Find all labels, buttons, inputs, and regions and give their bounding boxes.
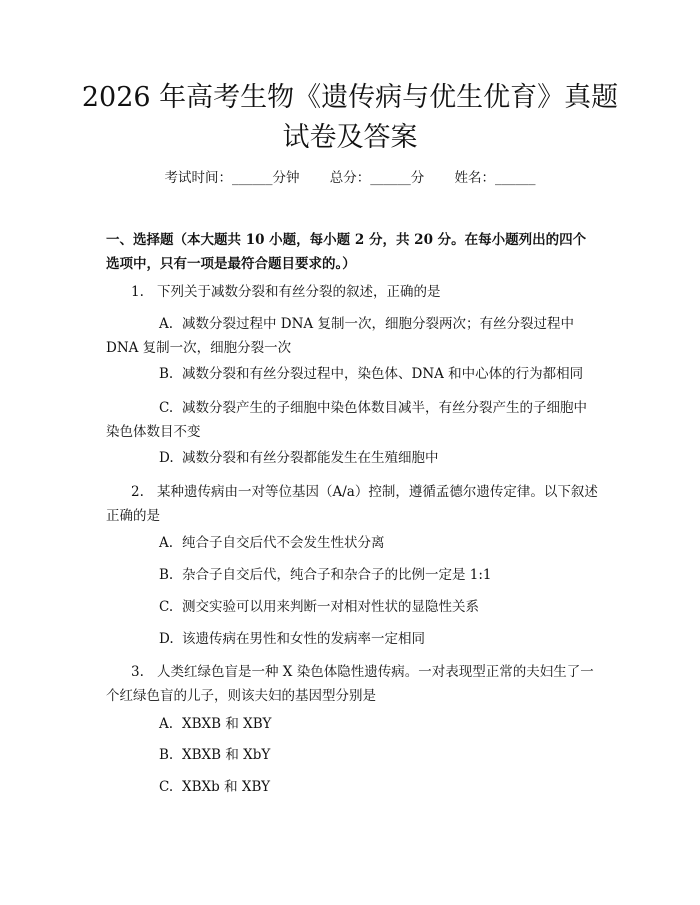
title-line-1: 2026 年高考生物《遗传病与优生优育》真题 xyxy=(81,82,619,113)
question-1 xyxy=(106,280,600,304)
exam-time-blank: ______ xyxy=(231,170,273,186)
option-text: XBXb 和 XBY xyxy=(182,779,271,795)
option-letter: A. xyxy=(159,316,174,332)
option-letter: D. xyxy=(159,450,174,466)
total-score-blank: ______ xyxy=(370,170,411,186)
option-letter: C. xyxy=(159,779,174,795)
option-letter: A. xyxy=(159,716,174,732)
option-text: 杂合子自交后代，纯合子和杂合子的比例一定是 1:1 xyxy=(182,567,492,583)
question-1-option-c xyxy=(106,396,600,444)
exam-meta xyxy=(0,168,700,188)
option-text: 纯合子自交后代不会发生性状分离 xyxy=(182,535,385,551)
title-line-2: 试卷及答案 xyxy=(282,122,418,153)
student-name-blank: ______ xyxy=(495,170,536,186)
option-text: 减数分裂过程中 DNA 复制一次，细胞分裂两次；有丝分裂过程中 DNA 复制一次，细胞分裂一次 xyxy=(106,316,574,356)
question-3-option-b xyxy=(106,743,600,767)
option-text: 减数分裂产生的子细胞中染色体数目减半，有丝分裂产生的子细胞中染色体数目不变 xyxy=(106,400,587,440)
total-score-label: 总分： xyxy=(329,170,371,186)
question-number: 1. xyxy=(131,284,144,300)
question-2-option-b xyxy=(106,563,600,587)
option-text: 该遗传病在男性和女性的发病率一定相同 xyxy=(182,631,425,647)
option-text: XBXB 和 XBY xyxy=(182,716,272,732)
question-text: 人类红绿色盲是一种 X 染色体隐性遗传病。一对表现型正常的夫妇生了一个红绿色盲的儿子，则该夫妇的基因型分别是 xyxy=(106,664,594,704)
question-3-option-c xyxy=(106,775,600,799)
question-2-option-a xyxy=(106,531,600,555)
total-score xyxy=(330,168,425,188)
option-letter: B. xyxy=(159,747,174,763)
option-letter: B. xyxy=(159,366,174,382)
question-1-option-b xyxy=(106,362,600,386)
option-letter: C. xyxy=(159,400,174,416)
option-letter: B. xyxy=(159,567,174,583)
question-1-option-d xyxy=(106,446,600,470)
student-name xyxy=(455,168,536,188)
option-text: 测交实验可以用来判断一对相对性状的显隐性关系 xyxy=(182,599,479,615)
total-score-unit: 分 xyxy=(410,170,425,186)
question-2 xyxy=(106,480,600,528)
option-text: 减数分裂和有丝分裂过程中，染色体、DNA 和中心体的行为都相同 xyxy=(182,366,584,382)
section-heading: 一、选择题（本大题共 10 小题，每小题 2 分，共 20 分。在每小题列出的四个选项中，只有一项是最符合题目要求的。） xyxy=(106,232,587,272)
question-2-option-d xyxy=(106,627,600,651)
question-3 xyxy=(106,660,600,708)
option-letter: A. xyxy=(159,535,174,551)
exam-time-unit: 分钟 xyxy=(272,170,300,186)
question-number: 3. xyxy=(131,664,144,680)
question-3-option-a xyxy=(106,712,600,736)
exam-time xyxy=(164,168,299,188)
question-text: 下列关于减数分裂和有丝分裂的叙述，正确的是 xyxy=(157,284,441,300)
option-text: 减数分裂和有丝分裂都能发生在生殖细胞中 xyxy=(182,450,439,466)
question-1-option-a xyxy=(106,312,600,360)
option-letter: C. xyxy=(159,599,174,615)
question-text: 某种遗传病由一对等位基因（A/a）控制，遵循孟德尔遗传定律。以下叙述正确的是 xyxy=(106,484,598,524)
question-2-option-c xyxy=(106,595,600,619)
exam-time-label: 考试时间： xyxy=(164,170,232,186)
question-number: 2. xyxy=(131,484,144,500)
student-name-label: 姓名： xyxy=(454,170,496,186)
option-letter: D. xyxy=(159,631,174,647)
page-title xyxy=(60,78,640,158)
option-text: XBXB 和 XbY xyxy=(182,747,271,763)
